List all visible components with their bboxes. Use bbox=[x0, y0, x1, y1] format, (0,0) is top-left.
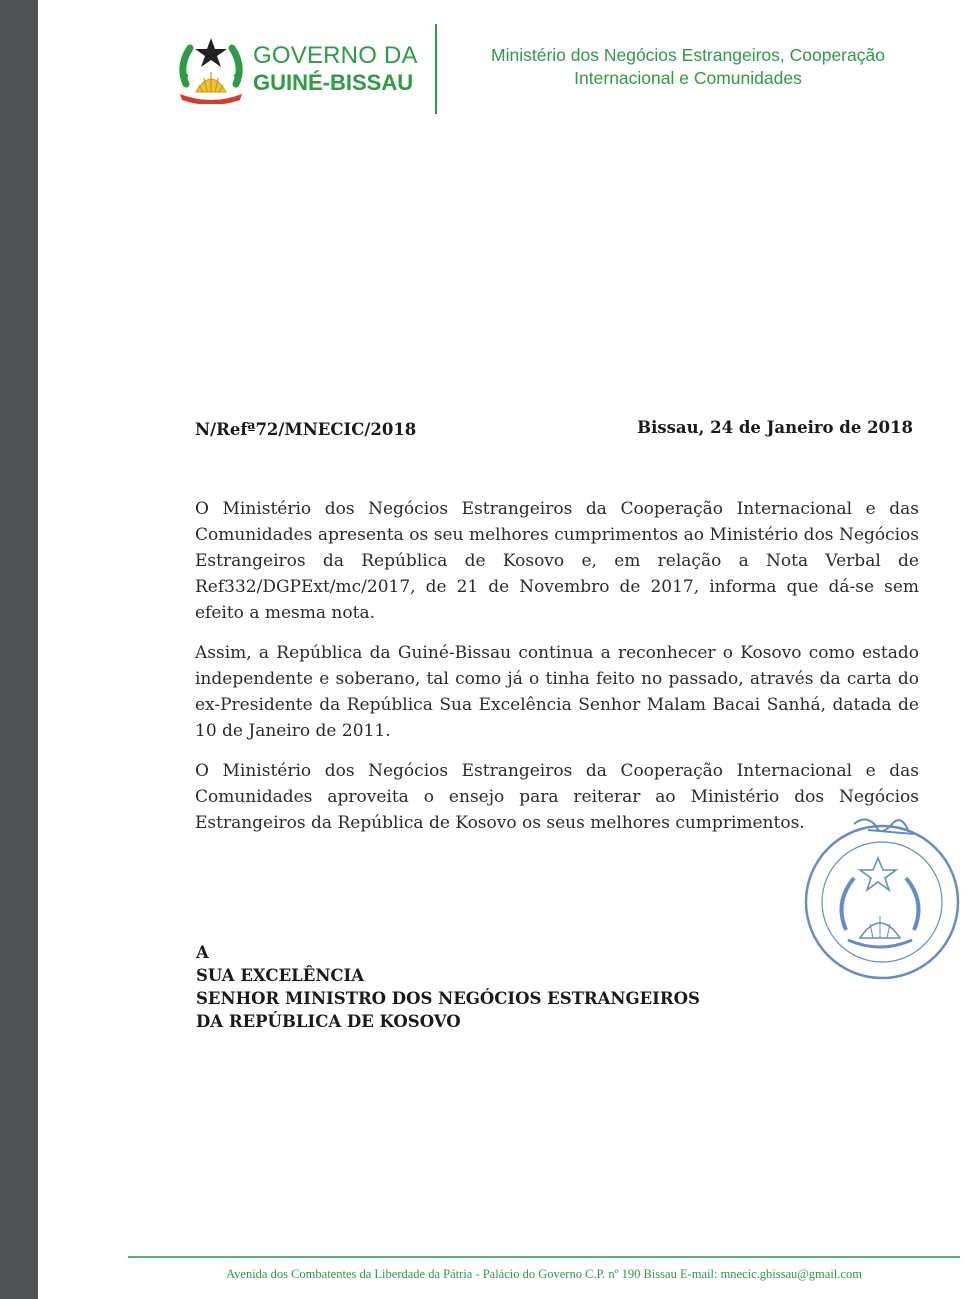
ministry-line-2: Internacional e Comunidades bbox=[574, 68, 802, 88]
government-line-2: GUINÉ-BISSAU bbox=[253, 70, 414, 95]
ministry-line-1: Ministério dos Negócios Estrangeiros, Cooperação bbox=[491, 45, 885, 65]
ministry-name bbox=[448, 44, 928, 90]
official-stamp-icon bbox=[784, 812, 974, 982]
recipient-line: A bbox=[196, 943, 209, 962]
header-divider bbox=[435, 24, 437, 114]
guinea-bissau-emblem-icon bbox=[176, 36, 246, 104]
government-name bbox=[253, 42, 418, 96]
paragraph-2: Assim, a República da Guiné-Bissau continua a reconhecer o Kosovo como estado independente e soberano, tal como já o tinha feito no passado, através da carta do ex-Presidente da República Sua Excelência Senhor Malam Bacai Sanhá, datada de 10 de Janeiro de 2011. bbox=[195, 643, 919, 741]
government-line-1: GOVERNO DA bbox=[253, 42, 418, 69]
letter-date: Bissau, 24 de Janeiro de 2018 bbox=[637, 418, 913, 437]
recipient-line: SENHOR MINISTRO DOS NEGÓCIOS ESTRANGEIROS bbox=[196, 989, 700, 1008]
reference-number: N/Refª72/MNECIC/2018 bbox=[195, 420, 417, 439]
recipient-line: DA REPÚBLICA DE KOSOVO bbox=[196, 1012, 461, 1031]
letter-body bbox=[195, 496, 919, 850]
paragraph-1: O Ministério dos Negócios Estrangeiros da Cooperação Internacional e das Comunidades apresenta os seu melhores cumprimentos ao Ministério dos Negócios Estrangeiros da República de Kosovo e, em relação a Nota Verbal de Ref332/DGPExt/mc/2017, de 21 de Novembro de 2017, informa que dá-se sem efeito a mesma nota. bbox=[195, 499, 919, 623]
letter-page bbox=[38, 0, 980, 1299]
recipient-line: SUA EXCELÊNCIA bbox=[196, 966, 365, 985]
footer-divider bbox=[128, 1256, 960, 1258]
viewer-sidebar bbox=[0, 0, 38, 1299]
footer-address: Avenida dos Combatentes da Liberdade da Pátria - Palácio do Governo C.P. nº 190 Bissau E-mail: mnecic.gbissau@gmail.com bbox=[226, 1267, 862, 1281]
paragraph-3: O Ministério dos Negócios Estrangeiros da Cooperação Internacional e das Comunidades aproveita o ensejo para reiterar ao Ministério dos Negócios Estrangeiros da República de Kosovo os seus melhores cumprimentos. bbox=[195, 761, 919, 833]
recipient-block bbox=[196, 941, 700, 1033]
